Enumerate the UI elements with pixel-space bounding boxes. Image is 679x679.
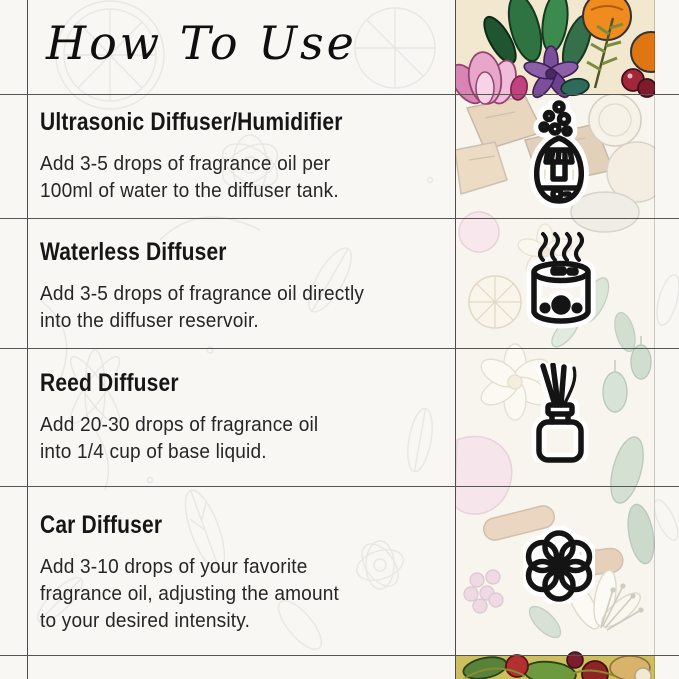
body-line: Add 3-5 drops of fragrance oil per — [40, 152, 331, 175]
body-line: to your desired intensity. — [40, 609, 251, 632]
car-diffuser-icon — [523, 526, 595, 609]
section-body — [40, 411, 445, 465]
divider-section-1 — [0, 218, 679, 219]
body-line: Add 20-30 drops of fragrance oil — [40, 413, 319, 436]
section-ultrasonic-diffuser — [40, 108, 445, 204]
section-heading: Reed Diffuser — [40, 369, 179, 397]
section-body — [40, 150, 445, 204]
divider-section-3 — [0, 486, 679, 487]
divider-section-4 — [0, 655, 679, 656]
divider-section-2 — [0, 348, 679, 349]
body-line: into the diffuser reservoir. — [40, 309, 259, 332]
body-line: Add 3-10 drops of your favorite — [40, 555, 308, 578]
waterless-diffuser-icon — [526, 230, 596, 335]
reed-diffuser-icon — [531, 363, 589, 468]
section-reed-diffuser — [40, 369, 445, 465]
ultrasonic-diffuser-icon — [524, 100, 594, 213]
collage-top — [455, 0, 655, 109]
divider-title — [0, 94, 679, 95]
section-body — [40, 553, 445, 634]
page-title: How To Use — [46, 16, 357, 70]
section-heading: Ultrasonic Diffuser/Humidifier — [40, 108, 343, 136]
body-line: into 1/4 cup of base liquid. — [40, 440, 267, 463]
collage-bottom — [455, 652, 655, 679]
band-border-line — [455, 0, 456, 679]
body-line: Add 3-5 drops of fragrance oil directly — [40, 282, 365, 305]
section-body — [40, 280, 445, 334]
section-heading: Waterless Diffuser — [40, 238, 227, 266]
body-line: fragrance oil, adjusting the amount — [40, 582, 340, 605]
body-line: 100ml of water to the diffuser tank. — [40, 179, 339, 202]
left-border-line — [27, 0, 28, 679]
band-right-edge-line — [654, 0, 655, 679]
section-heading: Car Diffuser — [40, 511, 163, 539]
section-waterless-diffuser — [40, 238, 445, 334]
section-car-diffuser — [40, 511, 445, 634]
